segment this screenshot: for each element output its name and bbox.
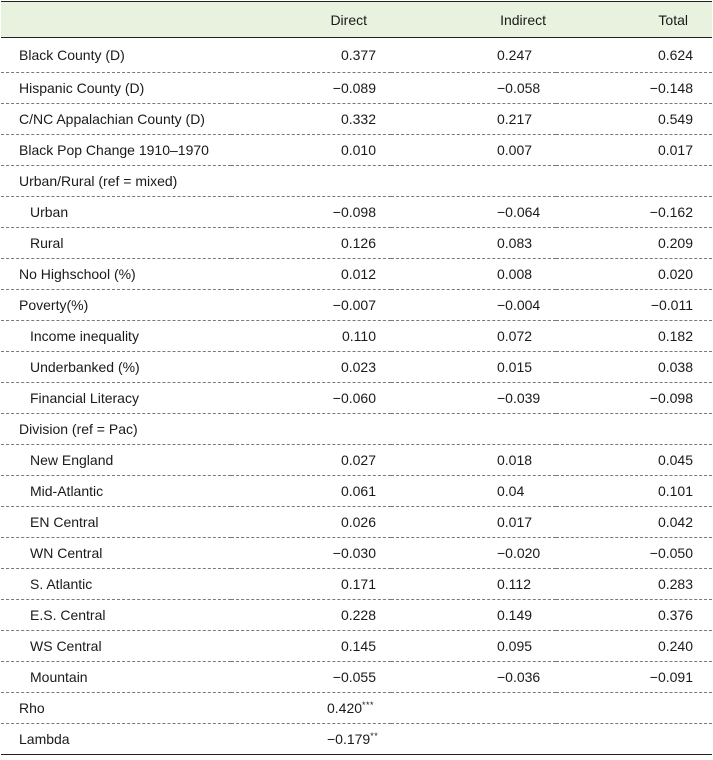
direct-value: −0.030 [231,538,391,569]
row-label: E.S. Central [1,600,231,631]
row-label: Poverty(%) [1,290,231,321]
empty-cell [556,724,712,755]
direct-value [231,166,391,197]
row-label: Financial Literacy [1,383,231,414]
total-value: −0.050 [556,538,712,569]
row-label: No Highschool (%) [1,259,231,290]
indirect-value [391,197,556,228]
direct-value: 0.010 [231,135,391,166]
indirect-value-text: 0.112 [497,576,531,592]
indirect-value [391,135,556,166]
header-label [1,2,231,38]
total-value: 0.020 [556,259,712,290]
indirect-value [391,38,556,73]
indirect-value-text: −0.058 [497,80,541,96]
total-value: 0.376 [556,600,712,631]
total-value: 0.240 [556,631,712,662]
indirect-value [391,507,556,538]
direct-value: 0.228 [231,600,391,631]
indirect-value-text: −0.020 [497,545,541,561]
total-value: 0.017 [556,135,712,166]
total-value [556,414,712,445]
table-row [1,383,712,414]
row-label: Hispanic County (D) [1,73,231,104]
table-body [1,38,712,755]
indirect-value-text: 0.083 [497,235,533,251]
indirect-value-text: −0.004 [497,297,541,313]
empty-cell [391,724,556,755]
indirect-value [391,228,556,259]
header-row [1,2,712,38]
direct-value: 0.332 [231,104,391,135]
table-row [1,352,712,383]
direct-value: −0.055 [231,662,391,693]
total-value: 0.101 [556,476,712,507]
indirect-value [391,631,556,662]
direct-value: 0.026 [231,507,391,538]
table-row [1,569,712,600]
total-value: −0.091 [556,662,712,693]
header-total: Total [556,2,712,38]
indirect-value-text: 0.008 [497,266,533,282]
total-value: 0.038 [556,352,712,383]
header-direct: Direct [231,2,391,38]
row-label: Black County (D) [1,38,231,73]
indirect-value-text: 0.007 [497,142,533,158]
direct-value [231,414,391,445]
row-label: WS Central [1,631,231,662]
indirect-value-text: 0.04 [497,483,525,499]
direct-value: 0.023 [231,352,391,383]
indirect-value [391,73,556,104]
indirect-value [391,476,556,507]
indirect-value-text: 0.018 [497,452,533,468]
direct-value: 0.012 [231,259,391,290]
indirect-value [391,104,556,135]
table-row [1,445,712,476]
table-row [1,38,712,73]
indirect-value [391,569,556,600]
table-row [1,507,712,538]
row-label: WN Central [1,538,231,569]
total-value: 0.042 [556,507,712,538]
stat-label: Lambda [1,724,231,755]
indirect-value [391,414,556,445]
table-row [1,259,712,290]
row-label: C/NC Appalachian County (D) [1,104,231,135]
table-row [1,414,712,445]
header-indirect: Indirect [391,2,556,38]
table-header [1,2,712,38]
indirect-value-text: 0.017 [497,514,533,530]
indirect-value-text: 0.217 [497,111,533,127]
table-row [1,228,712,259]
direct-value: −0.098 [231,197,391,228]
row-label: New England [1,445,231,476]
effects-table-container [1,1,712,755]
indirect-value [391,166,556,197]
direct-value: 0.027 [231,445,391,476]
direct-value: 0.145 [231,631,391,662]
significance-stars: ** [370,731,379,741]
empty-cell [556,693,712,724]
total-value: 0.209 [556,228,712,259]
total-value: −0.162 [556,197,712,228]
indirect-value-text: −0.064 [497,204,541,220]
total-value: 0.182 [556,321,712,352]
significance-stars: *** [362,700,375,710]
total-value: −0.011 [556,290,712,321]
table-row [1,73,712,104]
stat-label: Rho [1,693,231,724]
total-value: 0.283 [556,569,712,600]
table-row [1,135,712,166]
stat-row [1,724,712,755]
row-label: Urban/Rural (ref = mixed) [1,166,231,197]
total-value: 0.624 [556,38,712,73]
direct-value: 0.110 [231,321,391,352]
table-row [1,662,712,693]
row-label: Income inequality [1,321,231,352]
indirect-value-text: −0.039 [497,390,541,406]
total-value: −0.098 [556,383,712,414]
indirect-value [391,538,556,569]
direct-value: 0.061 [231,476,391,507]
row-label: Black Pop Change 1910–1970 [1,135,231,166]
direct-value: −0.060 [231,383,391,414]
row-label: Mid-Atlantic [1,476,231,507]
indirect-value-text: 0.149 [497,607,533,623]
indirect-value [391,383,556,414]
stat-value [231,724,391,755]
indirect-value [391,662,556,693]
stat-value-text: −0.179 [327,731,371,747]
empty-cell [391,693,556,724]
table-row [1,166,712,197]
row-label: EN Central [1,507,231,538]
table-row [1,476,712,507]
indirect-value [391,259,556,290]
effects-table [1,1,712,755]
direct-value: 0.377 [231,38,391,73]
row-label: Underbanked (%) [1,352,231,383]
indirect-value [391,600,556,631]
total-value: 0.549 [556,104,712,135]
indirect-value-text: 0.015 [497,359,533,375]
direct-value: −0.007 [231,290,391,321]
indirect-value-text: 0.072 [497,328,533,344]
row-label: Mountain [1,662,231,693]
row-label: Urban [1,197,231,228]
table-row [1,197,712,228]
direct-value: 0.126 [231,228,391,259]
indirect-value-text: 0.247 [497,47,533,63]
table-row [1,290,712,321]
table-row [1,631,712,662]
direct-value: −0.089 [231,73,391,104]
total-value [556,166,712,197]
row-label: Rural [1,228,231,259]
table-row [1,104,712,135]
total-value: −0.148 [556,73,712,104]
indirect-value [391,321,556,352]
direct-value: 0.171 [231,569,391,600]
indirect-value-text: −0.036 [497,669,541,685]
indirect-value [391,290,556,321]
indirect-value-text: 0.095 [497,638,533,654]
stat-row [1,693,712,724]
row-label: S. Atlantic [1,569,231,600]
indirect-value [391,445,556,476]
table-row [1,538,712,569]
row-label: Division (ref = Pac) [1,414,231,445]
table-row [1,321,712,352]
total-value: 0.045 [556,445,712,476]
stat-value-text: 0.420 [327,700,363,716]
table-row [1,600,712,631]
stat-value [231,693,391,724]
indirect-value [391,352,556,383]
